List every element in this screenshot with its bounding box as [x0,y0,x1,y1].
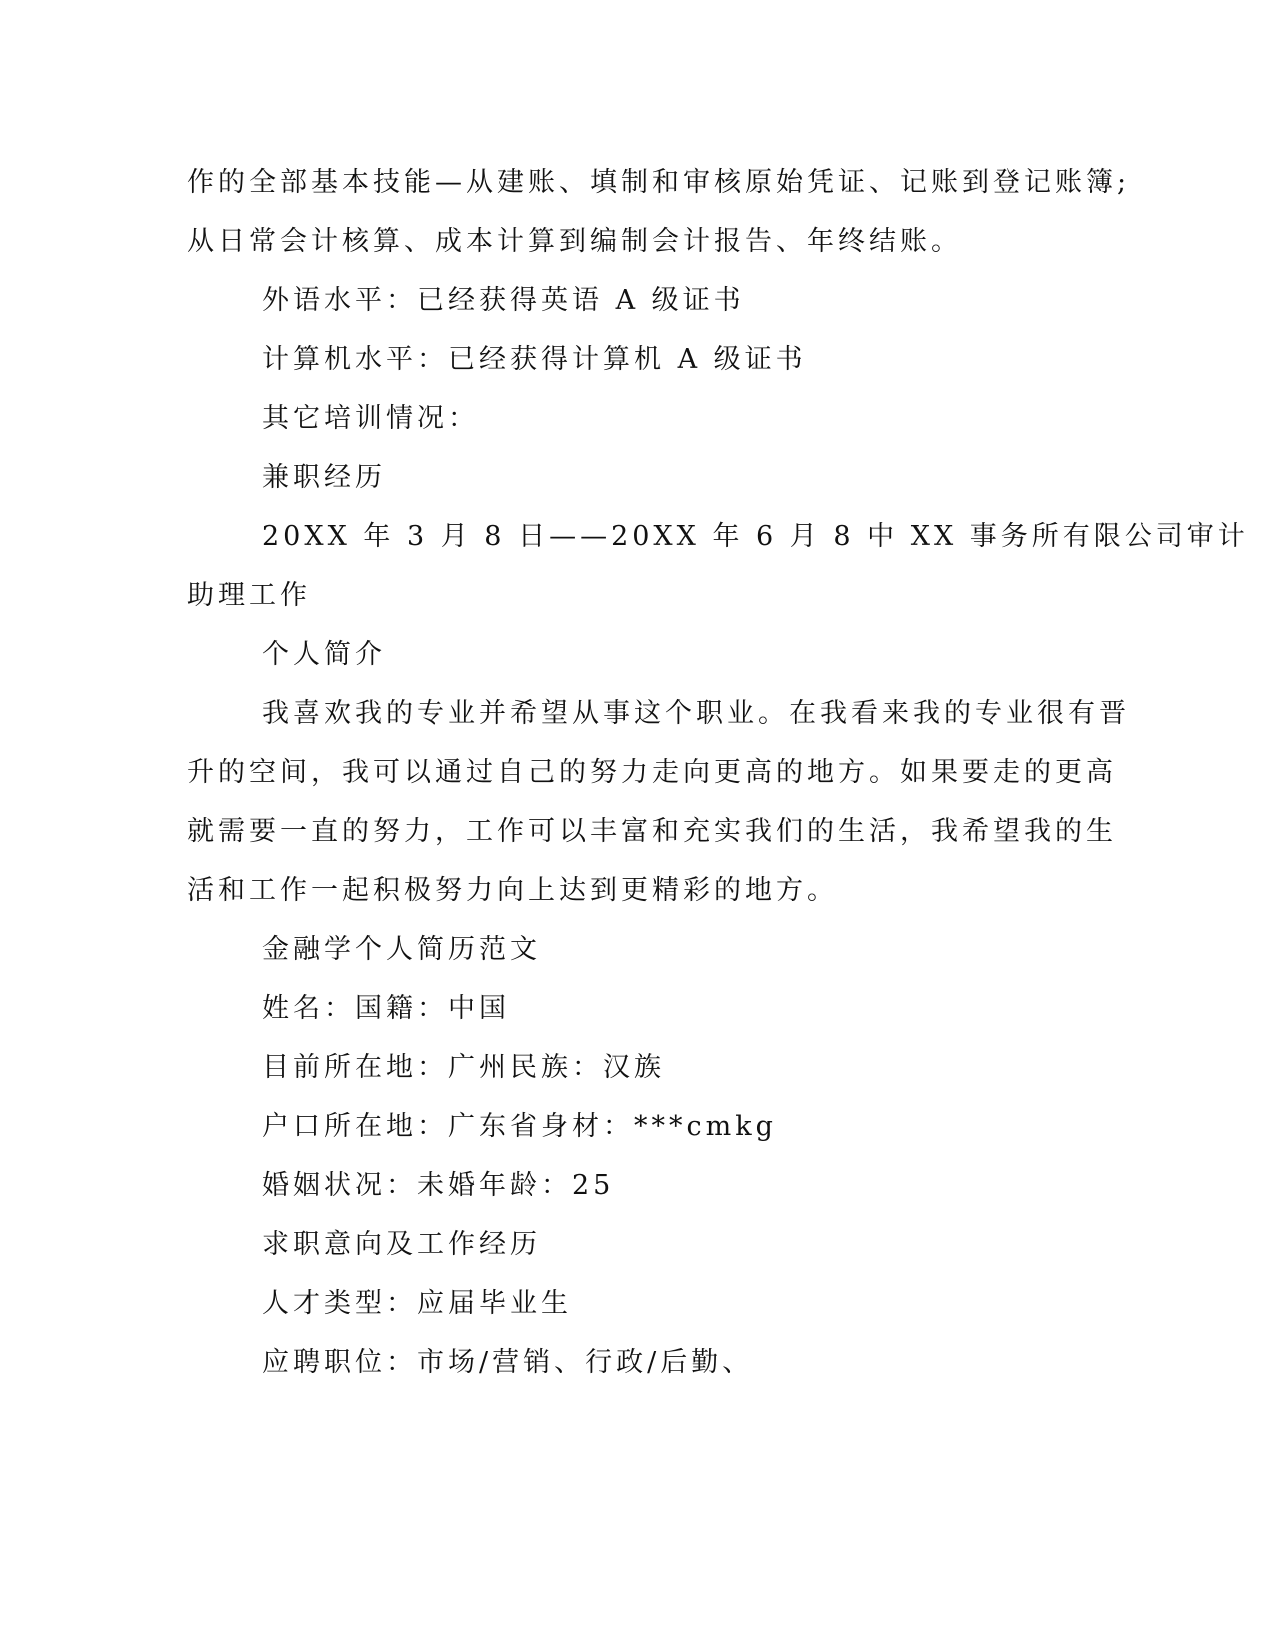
paragraph-line: 作的全部基本技能—从建账、填制和审核原始凭证、记账到登记账簿; [187,167,1131,198]
section-heading-part-time: 兼职经历 [262,462,386,493]
paragraph-line: 20XX 年 3 月 8 日——20XX 年 6 月 8 中 XX 事务所有限公司审计 [262,521,1249,552]
info-line: 人才类型：应届毕业生 [262,1288,572,1319]
info-line: 姓名：国籍：中国 [262,993,510,1024]
info-line: 应聘职位：市场/营销、行政/后勤、 [262,1347,754,1378]
info-line: 户口所在地：广东省身材：***cmkg [262,1111,777,1142]
section-heading-sample: 金融学个人简历范文 [262,934,541,965]
computer-level: 计算机水平：已经获得计算机 A 级证书 [262,344,807,375]
info-line: 目前所在地：广州民族：汉族 [262,1052,665,1083]
section-heading-job-intention: 求职意向及工作经历 [262,1229,541,1260]
paragraph-line: 我喜欢我的专业并希望从事这个职业。在我看来我的专业很有晋 [262,698,1130,729]
paragraph-line: 助理工作 [187,580,311,611]
paragraph-line: 就需要一直的努力，工作可以丰富和充实我们的生活，我希望我的生 [187,816,1117,847]
section-heading-profile: 个人简介 [262,639,386,670]
foreign-language-level: 外语水平：已经获得英语 A 级证书 [262,285,745,316]
paragraph-line: 活和工作一起积极努力向上达到更精彩的地方。 [187,875,838,906]
other-training: 其它培训情况： [262,403,479,434]
paragraph-line: 升的空间，我可以通过自己的努力走向更高的地方。如果要走的更高 [187,757,1117,788]
info-line: 婚姻状况：未婚年龄：25 [262,1170,615,1201]
paragraph-line: 从日常会计核算、成本计算到编制会计报告、年终结账。 [187,226,962,257]
